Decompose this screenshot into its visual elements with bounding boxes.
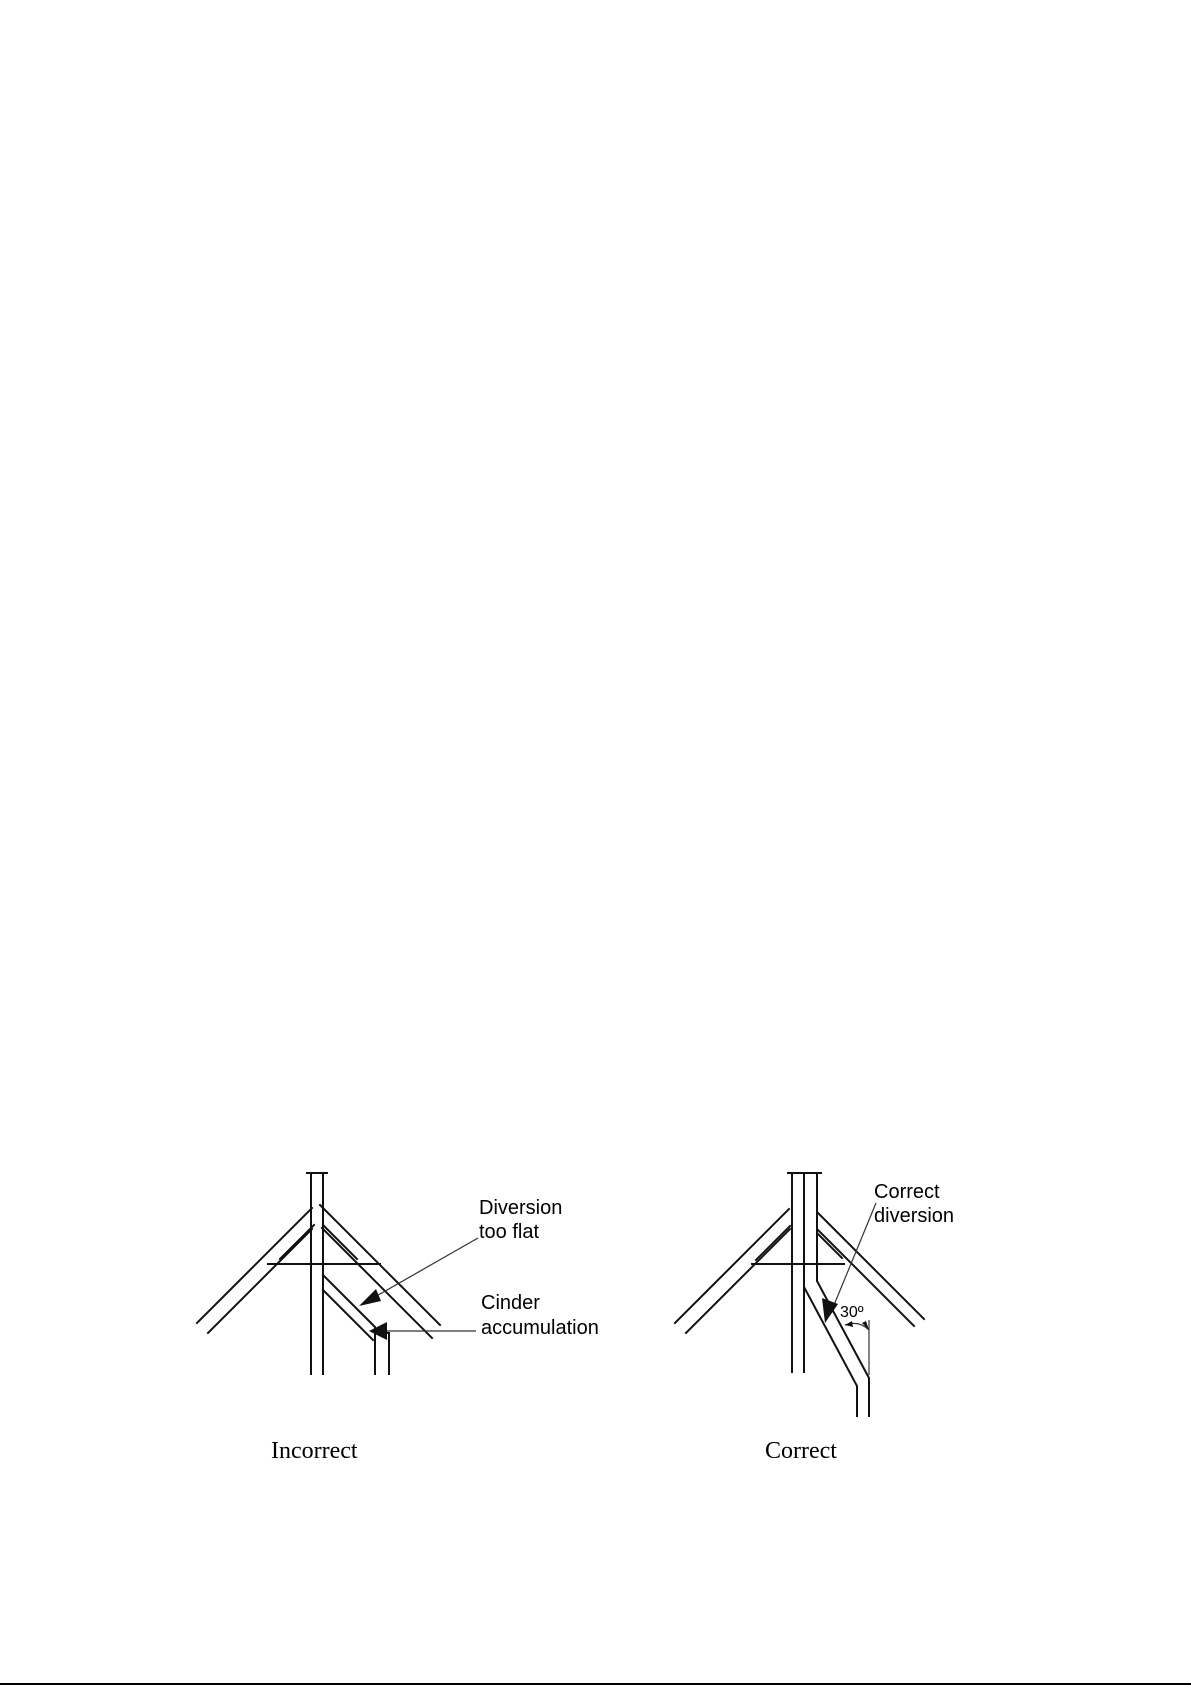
incorrect-flue <box>307 1173 327 1374</box>
correct-caption: Correct <box>765 1438 837 1464</box>
incorrect-roof <box>197 1205 440 1338</box>
cinder-accumulation-label-line2: accumulation <box>481 1317 599 1339</box>
correct-flue <box>788 1173 869 1416</box>
correct-diversion-label-line2: diversion <box>874 1205 955 1227</box>
diversion-too-flat-label-line1: Diversion <box>479 1197 563 1219</box>
diversion-too-flat-callout <box>359 1197 562 1306</box>
diversion-too-flat-arrowhead <box>359 1289 381 1306</box>
cinder-accumulation-callout <box>369 1292 599 1340</box>
correct-diversion-label-line1: Correct <box>874 1181 940 1203</box>
incorrect-caption: Incorrect <box>271 1438 358 1464</box>
correct-diversion-callout <box>822 1181 954 1323</box>
incorrect-diversion-branch <box>323 1275 389 1374</box>
cinder-accumulation-label-line1: Cinder <box>481 1292 540 1314</box>
diversion-too-flat-label-line2: too flat <box>479 1221 540 1243</box>
correct-roof <box>675 1209 924 1333</box>
incorrect-diagram <box>197 1173 599 1464</box>
angle-30-label: 30º <box>840 1304 864 1321</box>
correct-diagram <box>675 1173 954 1464</box>
